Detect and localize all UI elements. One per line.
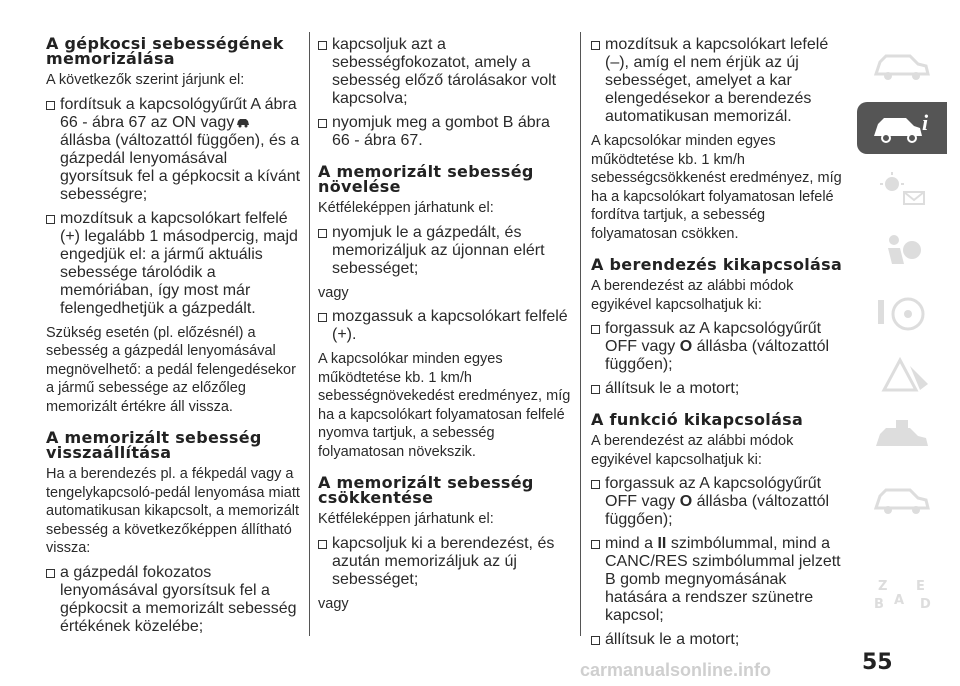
list-item: mozdítsuk a kapcsolókart lefelé (–), amíg el nem érjük az új sebességet, amelyet a kar elengedésekor a berendezés automatikusan memorizál. xyxy=(591,36,843,126)
heading-restore: A memorizált sebesség visszaállítása xyxy=(46,428,262,462)
list-item: nyomjuk le a gázpedált, és memorizáljuk az újonnan elért sebességet; xyxy=(318,224,571,278)
page-number: 55 xyxy=(862,650,893,675)
list-item: mozgassuk a kapcsolókart felfelé (+). xyxy=(318,308,571,344)
paragraph: Ha a berendezés pl. a fékpedál vagy a tengelykapcsoló-pedál lenyomása miatt automatikusan kikapcsolt, a memorizált sebesség a következőképpen állítható vissza: xyxy=(46,466,300,556)
car-info-active-icon xyxy=(870,108,934,148)
list-item: a gázpedál fokozatos lenyomásával gyorsítsuk fel a gépkocsit a memorizált sebesség értékének közelébe; xyxy=(46,564,301,636)
tab-warning-lights[interactable] xyxy=(857,164,947,216)
tab-index[interactable] xyxy=(857,568,947,620)
technical-data-icon xyxy=(870,480,934,520)
safety-airbag-icon xyxy=(870,232,934,272)
tab-emergency[interactable] xyxy=(857,350,947,402)
tab-car-info[interactable] xyxy=(857,40,947,92)
column-3 xyxy=(591,36,843,655)
heading-decrease: A memorizált sebesség csökkentése xyxy=(318,473,534,507)
svg-text:D: D xyxy=(920,597,931,612)
list-item: kapcsoljuk azt a sebességfokozatot, amely a sebesség előző tárolásakor volt kapcsolva; xyxy=(318,36,571,108)
column-divider xyxy=(580,32,581,636)
svg-text:A: A xyxy=(894,593,905,608)
heading-function-off: A funkció kikapcsolása xyxy=(591,410,804,429)
warning-lights-icon xyxy=(870,170,934,210)
svg-text:Z: Z xyxy=(878,579,888,594)
list-item: fordítsuk a kapcsológyűrűt A ábra 66 - ábra 67 az ON vagyállásba (változattól függően), és a gázpedál lenyomásával gyorsítsuk fel a gépkocsit a kívánt sebességre; xyxy=(46,96,301,204)
paragraph: Kétféleképpen járhatunk el: xyxy=(318,200,494,216)
heading-off: A berendezés kikapcsolása xyxy=(591,255,843,274)
list-item: állítsuk le a motort; xyxy=(591,631,843,649)
intro-text: A következők szerint járjunk el: xyxy=(46,72,245,88)
watermark: carmanualsonline.info xyxy=(580,660,772,680)
paragraph: A kapcsolókar minden egyes működtetése kb. 1 km/h sebességcsökkenést eredményez, míg ha a kapcsolókart folyamatosan lefelé fordítva tartjuk, a sebesség folyamatosan csökken. xyxy=(591,133,842,242)
car-info-icon xyxy=(870,46,934,86)
paragraph: vagy xyxy=(318,284,349,301)
paragraph: A berendezést az alábbi módok egyikével kapcsolhatjuk ki: xyxy=(591,278,794,313)
list-item: forgassuk az A kapcsológyűrűt OFF vagy O állásba (változattól függően); xyxy=(591,475,843,529)
tab-maintenance[interactable] xyxy=(857,412,947,464)
paragraph: Szükség esetén (pl. előzésnél) a sebesség a gázpedál lenyomásával megnövelhető: a pedál felengedésekor a jármű sebessége az előzőleg memorizált értékre áll vissza. xyxy=(46,324,296,415)
paragraph: A kapcsolókar minden egyes működtetése kb. 1 km/h sebességnövekedést eredményez, míg ha a kapcsolókart folyamatosan felfelé nyomva tartjuk, a sebesség folyamatosan növekszik. xyxy=(318,351,571,460)
svg-text:B: B xyxy=(874,597,884,612)
column-1 xyxy=(46,36,301,642)
speed-limiter-icon xyxy=(236,116,250,128)
svg-text:E: E xyxy=(916,579,925,594)
list-item: állítsuk le a motort; xyxy=(591,380,843,398)
list-item: kapcsoljuk ki a berendezést, és azután memorizáljuk az új sebességet; xyxy=(318,535,571,589)
list-item: mind a II szimbólummal, mind a CANC/RES szimbólummal jelzett B gomb megnyomásának hatására a rendszer szünetre kapcsol; xyxy=(591,535,843,625)
tab-technical-data[interactable] xyxy=(857,474,947,526)
paragraph: vagy xyxy=(318,595,349,612)
list-item: nyomjuk meg a gombot B ábra 66 - ábra 67. xyxy=(318,114,571,150)
tab-car-info-active[interactable] xyxy=(857,102,947,154)
tab-starting-driving[interactable] xyxy=(857,288,947,340)
paragraph: A berendezést az alábbi módok egyikével kapcsolhatjuk ki: xyxy=(591,433,794,468)
maintenance-icon xyxy=(870,418,934,458)
list-item: forgassuk az A kapcsológyűrűt OFF vagy O állásba (változattól függően); xyxy=(591,320,843,374)
heading-memorize: A gépkocsi sebességének memorizálása xyxy=(46,34,284,68)
paragraph: Kétféleképpen járhatunk el: xyxy=(318,511,494,527)
tab-safety[interactable] xyxy=(857,226,947,278)
list-item: mozdítsuk a kapcsolókart felfelé (+) legalább 1 másodpercig, majd engedjük el: a jármű aktuális sebessége tárolódik a memóriában, így most már felengedhetjük a gázpedált. xyxy=(46,210,301,318)
index-icon xyxy=(870,574,934,614)
column-divider xyxy=(309,32,310,636)
svg-text:i: i xyxy=(922,110,929,135)
emergency-triangle-icon xyxy=(870,356,934,396)
steering-wheel-icon xyxy=(870,294,934,334)
heading-increase: A memorizált sebesség növelése xyxy=(318,162,534,196)
column-2 xyxy=(318,36,571,619)
